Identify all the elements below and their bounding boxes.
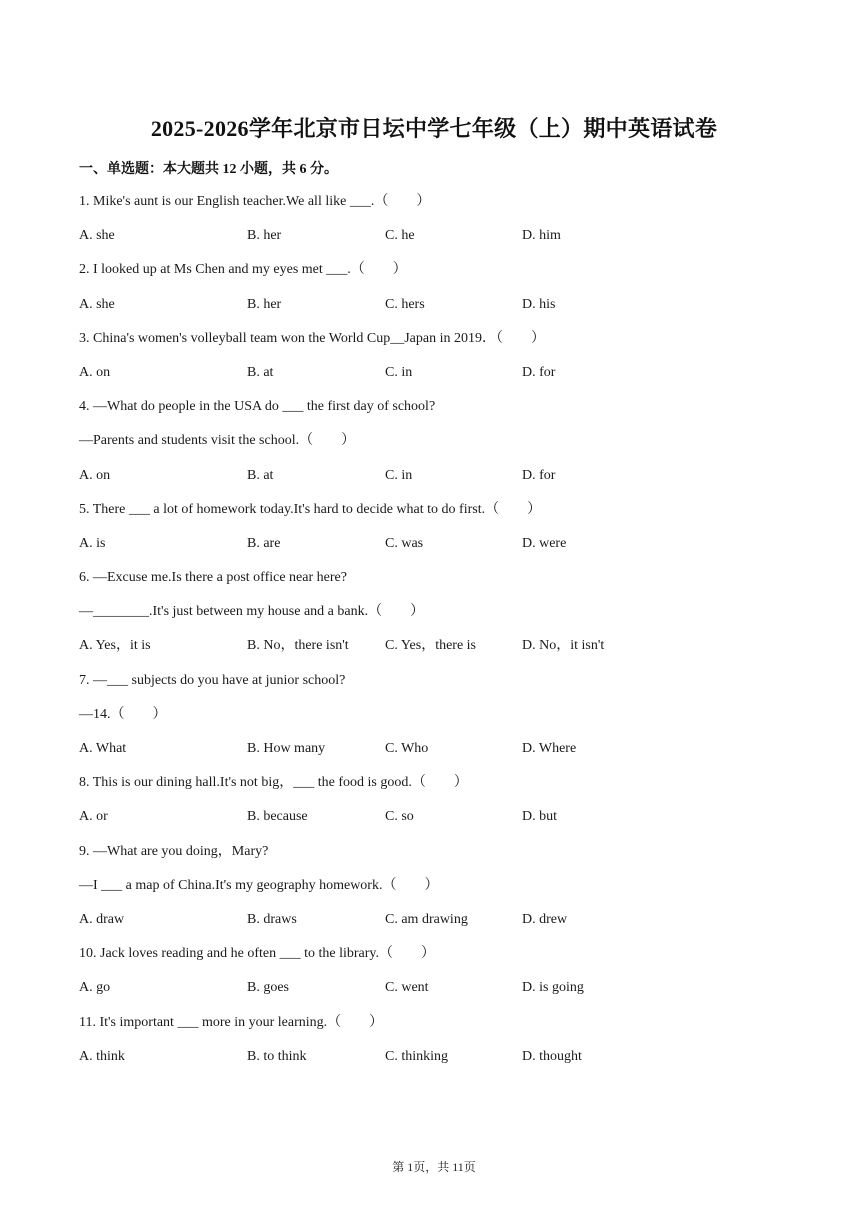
answer-option: D. thought	[522, 1048, 582, 1064]
question-text: 1. Mike's aunt is our English teacher.We all like ___.（ ）	[79, 194, 431, 209]
answer-option: B. are	[247, 535, 281, 551]
answer-option: D. is going	[522, 980, 584, 996]
answer-option: B. How many	[247, 741, 326, 756]
options-row	[0, 293, 868, 327]
answer-option: B. draws	[247, 911, 297, 927]
answer-option: A. go	[79, 980, 111, 996]
page-footer: 第 1页，共 11页	[392, 1160, 476, 1174]
answer-option: C. Yes，there is	[385, 638, 477, 654]
answer-option: A. draw	[79, 911, 125, 927]
question-text: —I ___ a map of China.It's my geography homework.（ ）	[79, 877, 439, 893]
question-text: 5. There ___ a lot of homework today.It's hard to decide what to do first.（ ）	[79, 501, 542, 517]
question-text: —Parents and students visit the school.（ ）	[79, 433, 356, 449]
question-list	[0, 190, 868, 1079]
answer-option: B. goes	[247, 980, 289, 996]
options-row	[0, 464, 868, 498]
answer-option: D. him	[522, 228, 561, 244]
question-line	[0, 395, 868, 429]
question-line	[0, 669, 868, 703]
answer-option: D. his	[522, 296, 556, 312]
section-heading: 一、单选题：本大题共 12 小题，共 6 分。	[79, 162, 338, 177]
question-text: 2. I looked up at Ms Chen and my eyes met ___.（ ）	[79, 262, 407, 278]
page-title: 2025-2026学年北京市日坛中学七年级（上）期中英语试卷	[150, 116, 718, 141]
answer-option: D. for	[522, 467, 556, 483]
question-line	[0, 190, 868, 224]
answer-option: B. No，there isn't	[247, 638, 349, 654]
question-line	[0, 942, 868, 976]
question-text: 8. This is our dining hall.It's not big，___ the food is good.（ ）	[79, 775, 468, 791]
answer-option: A. she	[79, 228, 115, 244]
question-line	[0, 771, 868, 805]
answer-option: A. on	[79, 364, 111, 380]
options-row	[0, 361, 868, 395]
answer-option: C. so	[385, 809, 414, 825]
question-text: —________.It's just between my house and a bank.（ ）	[79, 604, 425, 620]
question-line	[0, 498, 868, 532]
answer-option: C. in	[385, 467, 413, 483]
answer-option: D. Where	[522, 741, 577, 756]
answer-option: C. in	[385, 364, 413, 380]
question-text: 4. —What do people in the USA do ___ the first day of school?	[79, 399, 436, 415]
question-line	[0, 600, 868, 634]
question-line	[0, 429, 868, 463]
answer-option: C. hers	[385, 296, 425, 312]
answer-option: C. went	[385, 980, 429, 996]
answer-option: D. No，it isn't	[522, 638, 605, 654]
answer-option: D. for	[522, 364, 556, 380]
answer-option: D. but	[522, 809, 557, 825]
answer-option: A. Yes，it is	[79, 638, 151, 654]
answer-option: C. Who	[385, 741, 429, 756]
options-row	[0, 976, 868, 1010]
answer-option: D. were	[522, 535, 567, 551]
question-line	[0, 874, 868, 908]
answer-option: A. or	[79, 809, 108, 825]
answer-option: C. was	[385, 535, 424, 551]
answer-option: A. is	[79, 535, 106, 551]
options-row	[0, 805, 868, 839]
question-line	[0, 566, 868, 600]
question-text: 7. —___ subjects do you have at junior school?	[79, 672, 346, 688]
question-line	[0, 1011, 868, 1045]
answer-option: A. think	[79, 1048, 125, 1064]
answer-option: A. she	[79, 296, 115, 312]
options-row	[0, 634, 868, 668]
answer-option: C. am drawing	[385, 911, 468, 927]
options-row	[0, 737, 868, 771]
question-text: 6. —Excuse me.Is there a post office near here?	[79, 570, 347, 586]
options-row	[0, 532, 868, 566]
question-text: 10. Jack loves reading and he often ___ to the library.（ ）	[79, 946, 436, 962]
question-text: —14.（ ）	[79, 706, 167, 722]
question-text: 11. It's important ___ more in your learning.（ ）	[79, 1014, 384, 1030]
answer-option: A. What	[79, 741, 127, 756]
question-line	[0, 327, 868, 361]
answer-option: C. he	[385, 228, 415, 244]
answer-option: A. on	[79, 467, 111, 483]
options-row	[0, 1045, 868, 1079]
question-line	[0, 703, 868, 737]
answer-option: B. to think	[247, 1048, 307, 1064]
answer-option: C. thinking	[385, 1048, 449, 1064]
answer-option: B. because	[247, 809, 308, 825]
question-text: 3. China's women's volleyball team won the World Cup__Japan in 2019．（ ）	[79, 330, 545, 346]
answer-option: B. her	[247, 228, 282, 244]
question-line	[0, 840, 868, 874]
question-line	[0, 258, 868, 292]
answer-option: B. at	[247, 467, 274, 483]
answer-option: D. drew	[522, 911, 568, 927]
answer-option: B. her	[247, 296, 282, 312]
question-text: 9. —What are you doing，Mary?	[79, 843, 269, 859]
options-row	[0, 908, 868, 942]
options-row	[0, 224, 868, 258]
answer-option: B. at	[247, 364, 274, 380]
